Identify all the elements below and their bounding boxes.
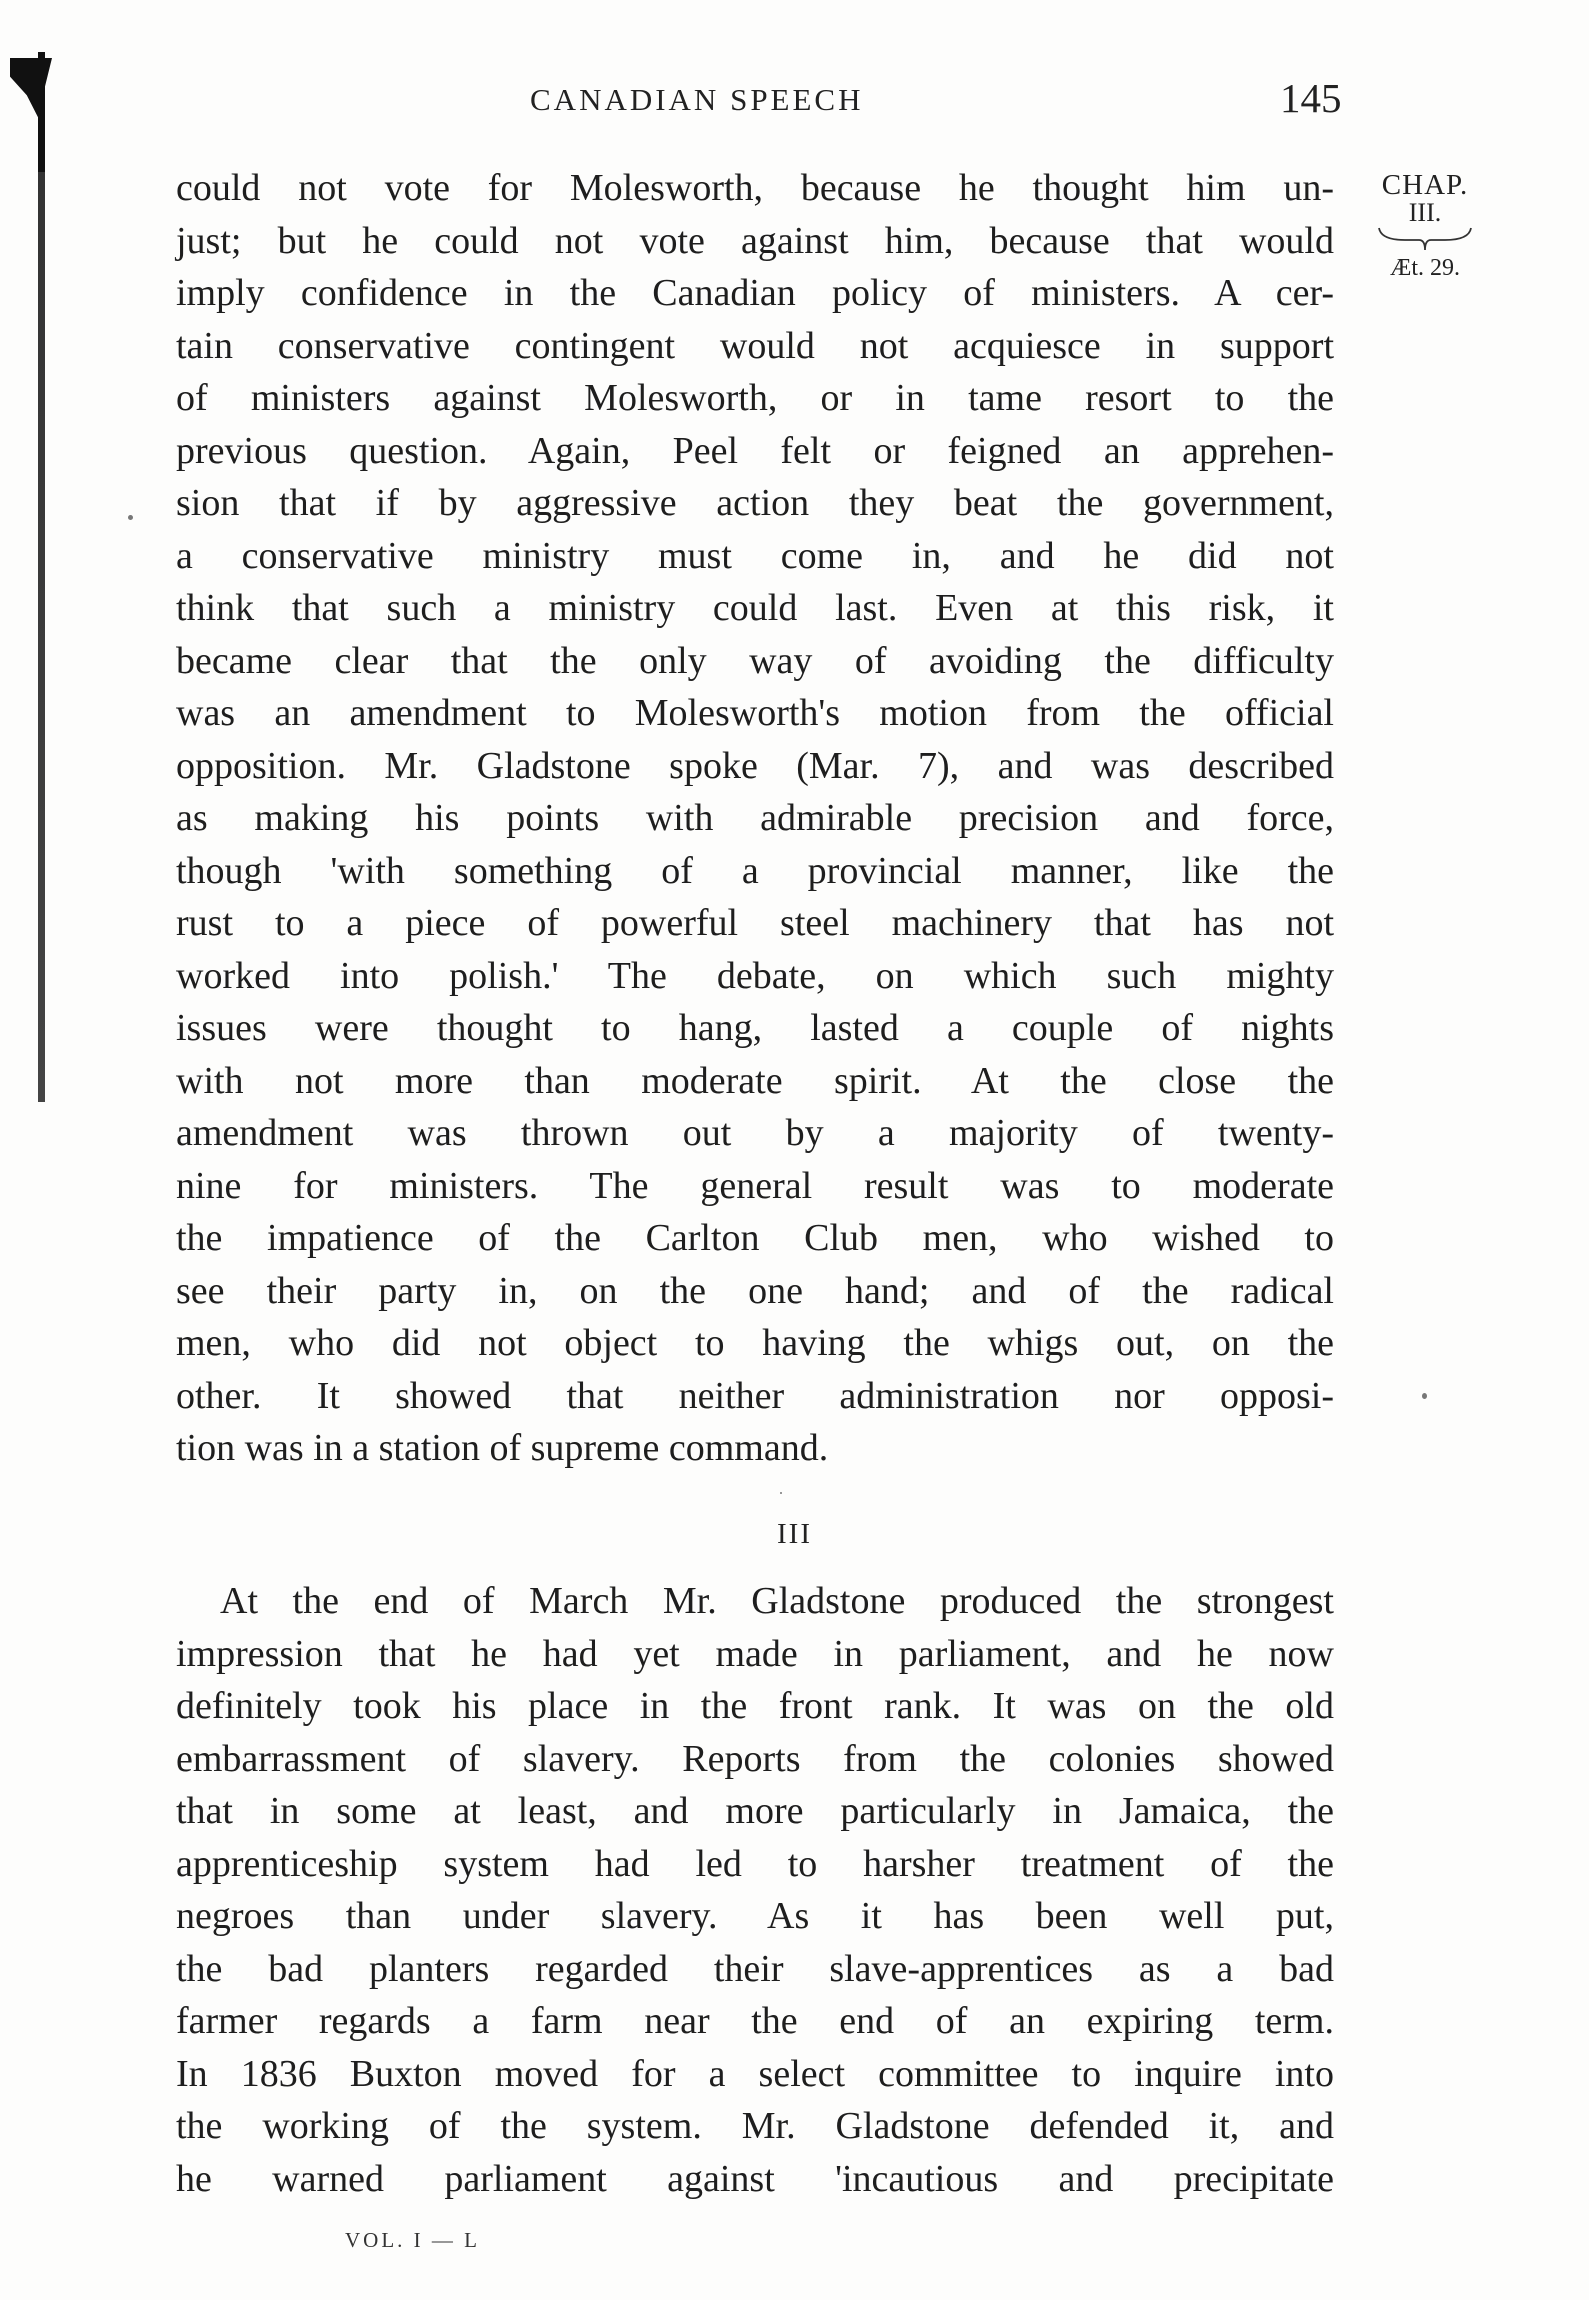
- margin-note: [1360, 170, 1490, 282]
- text-line: imply confidence in the Canadian policy of ministers. A cer-: [176, 272, 1334, 314]
- text-line: as making his points with admirable precision and force,: [176, 797, 1334, 839]
- text-line: definitely took his place in the front rank. It was on the old: [176, 1685, 1334, 1727]
- text-line: amendment was thrown out by a majority of twenty-: [176, 1112, 1334, 1154]
- text-line: just; but he could not vote against him, because that would: [176, 219, 1334, 262]
- text-line: think that such a ministry could last. Even at this risk, it: [176, 587, 1334, 629]
- running-title: CANADIAN SPEECH: [530, 82, 864, 117]
- text-line: with not more than moderate spirit. At the close the: [176, 1059, 1334, 1102]
- text-line: issues were thought to hang, lasted a couple of nights: [176, 1007, 1334, 1049]
- text-line: farmer regards a farm near the end of an expiring term.: [176, 2000, 1334, 2042]
- text-line: sion that if by aggressive action they beat the government,: [176, 482, 1334, 524]
- ink-speck: [780, 1492, 782, 1494]
- text-line: In 1836 Buxton moved for a select committee to inquire into: [176, 2052, 1334, 2095]
- text-line: nine for ministers. The general result was to moderate: [176, 1164, 1334, 1207]
- text-line: could not vote for Molesworth, because he thought him un-: [176, 167, 1334, 209]
- text-line: the impatience of the Carlton Club men, who wished to: [176, 1217, 1334, 1259]
- text-line: rust to a piece of powerful steel machinery that has not: [176, 902, 1334, 944]
- text-line: though 'with something of a provincial manner, like the: [176, 849, 1334, 892]
- text-line: tain conservative contingent would not acquiesce in support: [176, 324, 1334, 367]
- text-line: tion was in a station of supreme command.: [176, 1427, 829, 1469]
- ink-speck: [1422, 1393, 1427, 1399]
- text-line: the working of the system. Mr. Gladstone defended it, and: [176, 2105, 1334, 2147]
- brace-icon: [1375, 226, 1475, 252]
- text-line: other. It showed that neither administration nor opposi-: [176, 1374, 1334, 1417]
- text-line: opposition. Mr. Gladstone spoke (Mar. 7), and was described: [176, 744, 1334, 787]
- text-line: see their party in, on the one hand; and of the radical: [176, 1269, 1334, 1312]
- margin-chapter-label: CHAP.: [1381, 169, 1469, 201]
- running-head: [0, 70, 1589, 130]
- section-heading: III: [777, 1518, 812, 1550]
- text-line: a conservative ministry must come in, and he did not: [176, 534, 1334, 577]
- text-line: previous question. Again, Peel felt or feigned an apprehen-: [176, 429, 1334, 472]
- text-line: negroes than under slavery. As it has been well put,: [176, 1895, 1334, 1937]
- text-line: that in some at least, and more particularly in Jamaica, the: [176, 1790, 1334, 1832]
- text-line: impression that he had yet made in parliament, and he now: [176, 1632, 1334, 1675]
- text-line: men, who did not object to having the whigs out, on the: [176, 1322, 1334, 1364]
- paragraph-2: [176, 1575, 1334, 2205]
- text-line: the bad planters regarded their slave-apprentices as a bad: [176, 1947, 1334, 1990]
- text-line: he warned parliament against 'incautious and precipitate: [176, 2157, 1334, 2200]
- text-line: apprenticeship system had led to harsher treatment of the: [176, 1842, 1334, 1885]
- text-line: At the end of March Mr. Gladstone produced the strongest: [220, 1580, 1334, 1622]
- text-line: of ministers against Molesworth, or in tame resort to the: [176, 377, 1334, 419]
- text-line: embarrassment of slavery. Reports from the colonies showed: [176, 1737, 1334, 1780]
- text-line: became clear that the only way of avoiding the difficulty: [176, 639, 1334, 682]
- signature-mark: VOL. I — L: [345, 2228, 480, 2252]
- margin-chapter-number: III.: [1408, 198, 1442, 227]
- text-line: worked into polish.' The debate, on which such mighty: [176, 954, 1334, 997]
- binding-edge-bar: [38, 52, 45, 1102]
- margin-age: Æt. 29.: [1389, 255, 1460, 281]
- ink-speck: [128, 515, 133, 520]
- page-number: 145: [1280, 75, 1342, 121]
- text-line: was an amendment to Molesworth's motion from the official: [176, 692, 1334, 734]
- paragraph-1: [176, 162, 1334, 1475]
